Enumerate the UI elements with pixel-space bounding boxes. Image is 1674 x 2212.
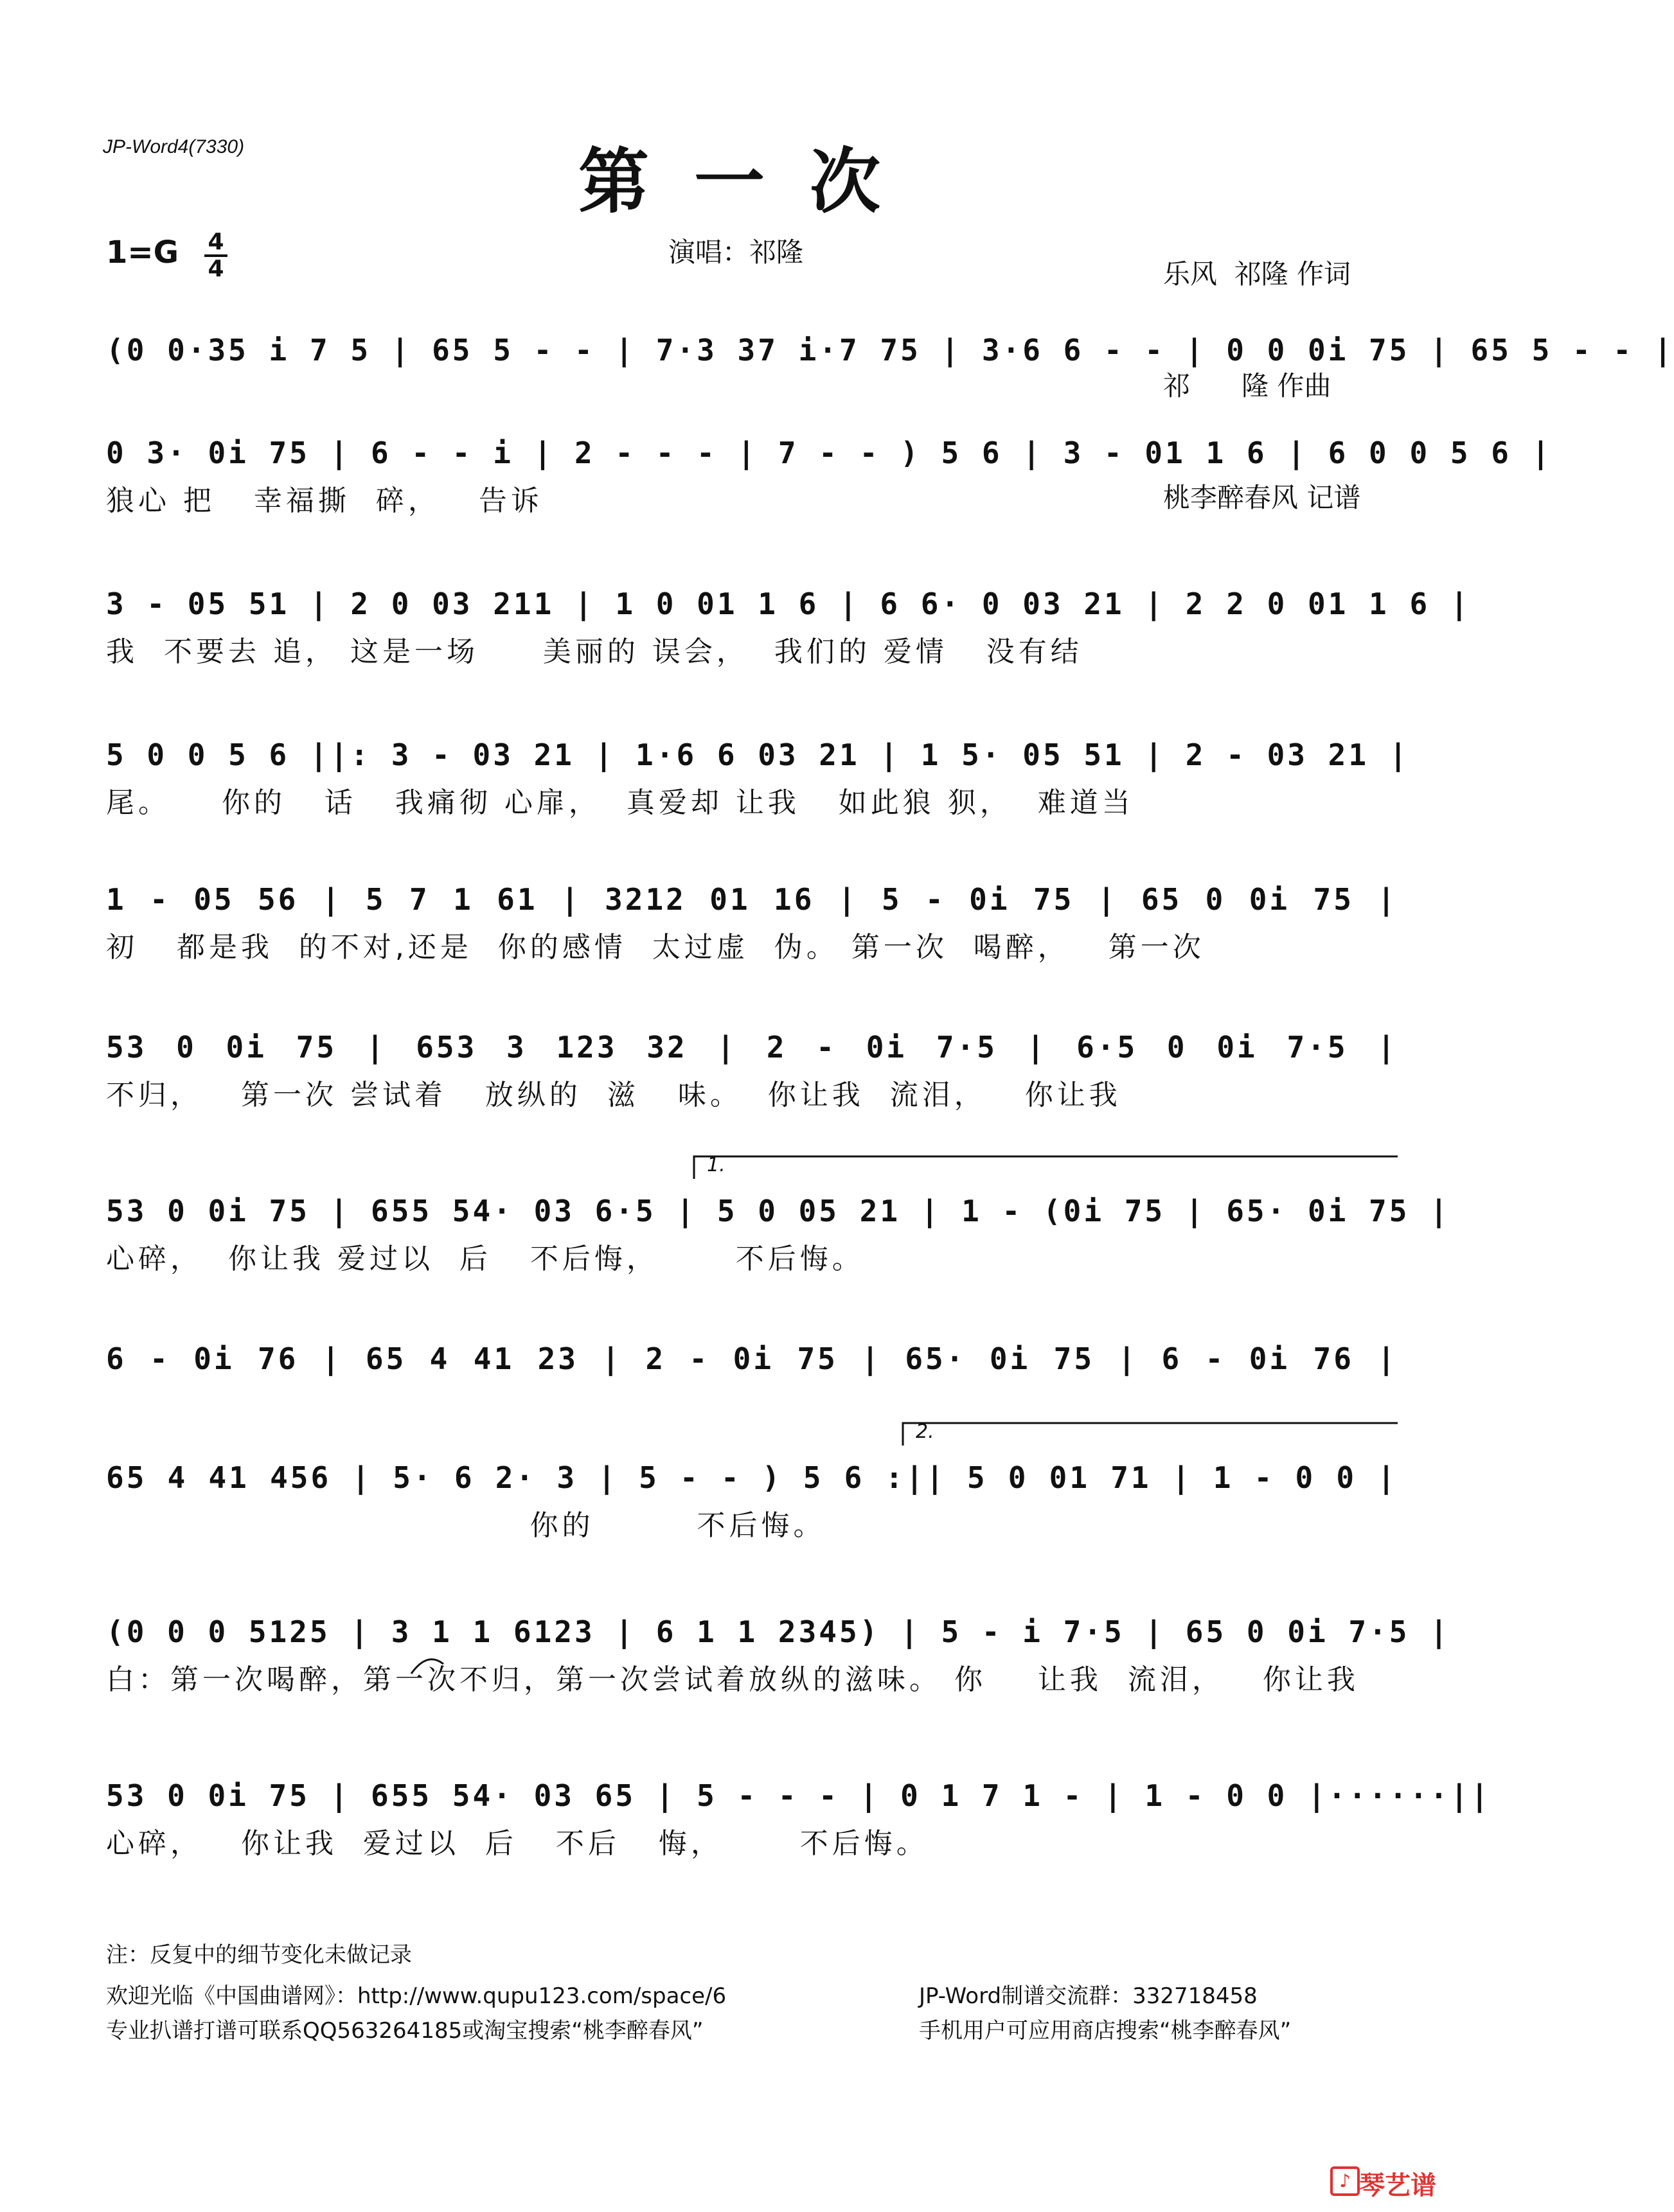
notation-line: 6 - 0i 76 | 65 4 41 23 | 2 - 0i 75 | 65· 0i 75 | 6 - 0i 76 |: [106, 1341, 1398, 1376]
volta-1-label: 1.: [707, 1154, 726, 1176]
footer-left: [106, 1979, 726, 2048]
notation-line: 0 3· 0i 75 | 6 - - i | 2 - - - | 7 - - ) 5 6 | 3 - 01 1 6 | 6 0 0 5 6 |: [106, 436, 1553, 470]
notation-line: 53 0 0i 75 | 653 3 123 32 | 2 - 0i 7·5 | 6·5 0 0i 7·5 |: [106, 1030, 1398, 1065]
composer-credit: 祁 隆 作曲: [1163, 370, 1331, 402]
lyricist-credit: 乐风 祁隆 作词: [1163, 258, 1351, 290]
notation-line: 53 0 0i 75 | 655 54· 03 6·5 | 5 0 05 21 | 1 - (0i 75 | 65· 0i 75 |: [106, 1194, 1450, 1228]
lyrics-line: 心碎， 你让我 爱过以 后 不后 悔， 不后悔。: [106, 1827, 929, 1860]
key-signature: 1=G: [106, 234, 179, 270]
volta-1-bracket: [694, 1156, 1398, 1179]
notation-line: 3 - 05 51 | 2 0 03 211 | 1 0 01 1 6 | 6 6· 0 03 21 | 2 2 0 01 1 6 |: [106, 587, 1471, 621]
group-line: JP-Word制谱交流群：332718458: [919, 1983, 1258, 2009]
volta-2-bracket: [903, 1423, 1398, 1446]
notation-line: 53 0 0i 75 | 655 54· 03 65 | 5 - - - | 0 1 7 1 - | 1 - 0 0 |······||: [106, 1778, 1491, 1813]
lyrics-line: 初 都是我 的不对,还是 你的感情 太过虚 伪。 第一次 喝醉， 第一次: [106, 931, 1205, 964]
transcriber-credit: 桃李醉春风 记谱: [1163, 482, 1361, 513]
notation-line: (0 0·35 i 7 5 | 65 5 - - | 7·3 37 i·7 75 | 3·6 6 - - | 0 0 0i 75 | 65 5 - - |: [106, 333, 1674, 367]
footnote: 注：反复中的细节变化未做记录: [106, 1942, 412, 1968]
lyrics-line: 你的 不后悔。: [106, 1509, 826, 1542]
volta-2-label: 2.: [916, 1420, 934, 1443]
time-signature-top: 4: [208, 229, 224, 255]
footer-right: [919, 1979, 1291, 2048]
notation-line: 1 - 05 56 | 5 7 1 61 | 3212 01 16 | 5 - 0i 75 | 65 0 0i 75 |: [106, 882, 1398, 917]
lyrics-line: 狼心 把 幸福撕 碎， 告诉: [106, 484, 543, 517]
software-label: JP-Word4(7330): [103, 136, 245, 157]
lyrics-line: 尾。 你的 话 我痛彻 心扉， 真爱却 让我 如此狼 狈， 难道当: [106, 786, 1134, 819]
lyrics-line: 白：第一次喝醉，第一次不归，第一次尝试着放纵的滋味。 你 让我 流泪， 你让我: [106, 1663, 1359, 1696]
time-signature-bottom: 4: [208, 256, 224, 282]
lyrics-line: 心碎， 你让我 爱过以 后 不后悔， 不后悔。: [106, 1243, 864, 1275]
song-title: 第一次: [578, 141, 925, 223]
notation-line: 65 4 41 456 | 5· 6 2· 3 | 5 - - ) 5 6 :|| 5 0 01 71 | 1 - 0 0 |: [106, 1460, 1398, 1495]
lyrics-line: 我 不要去 追， 这是一场 美丽的 误会， 我们的 爱情 没有结: [106, 635, 1083, 668]
singer: 演唱：祁隆: [668, 236, 804, 268]
website-line: 欢迎光临《中国曲谱网》：http://www.qupu123.com/space/6: [106, 1983, 727, 2009]
brand-name: 琴艺谱: [1359, 2171, 1436, 2200]
lyrics-line: 不归， 第一次 尝试着 放纵的 滋 味。 你让我 流泪， 你让我: [106, 1079, 1121, 1111]
notation-line: 5 0 0 5 6 ||: 3 - 03 21 | 1·6 6 03 21 | 1 5· 05 51 | 2 - 03 21 |: [106, 738, 1410, 772]
app-line: 手机用户可应用商店搜索“桃李醉春风”: [919, 2018, 1292, 2044]
notation-line: (0 0 0 5125 | 3 1 1 6123 | 6 1 1 2345) | 5 - i 7·5 | 65 0 0i 7·5 |: [106, 1615, 1450, 1649]
brand-logo-icon: ♪: [1330, 2166, 1360, 2196]
time-signature: [203, 230, 229, 281]
contact-line: 专业扒谱打谱可联系QQ563264185或淘宝搜索“桃李醉春风”: [106, 2018, 704, 2044]
